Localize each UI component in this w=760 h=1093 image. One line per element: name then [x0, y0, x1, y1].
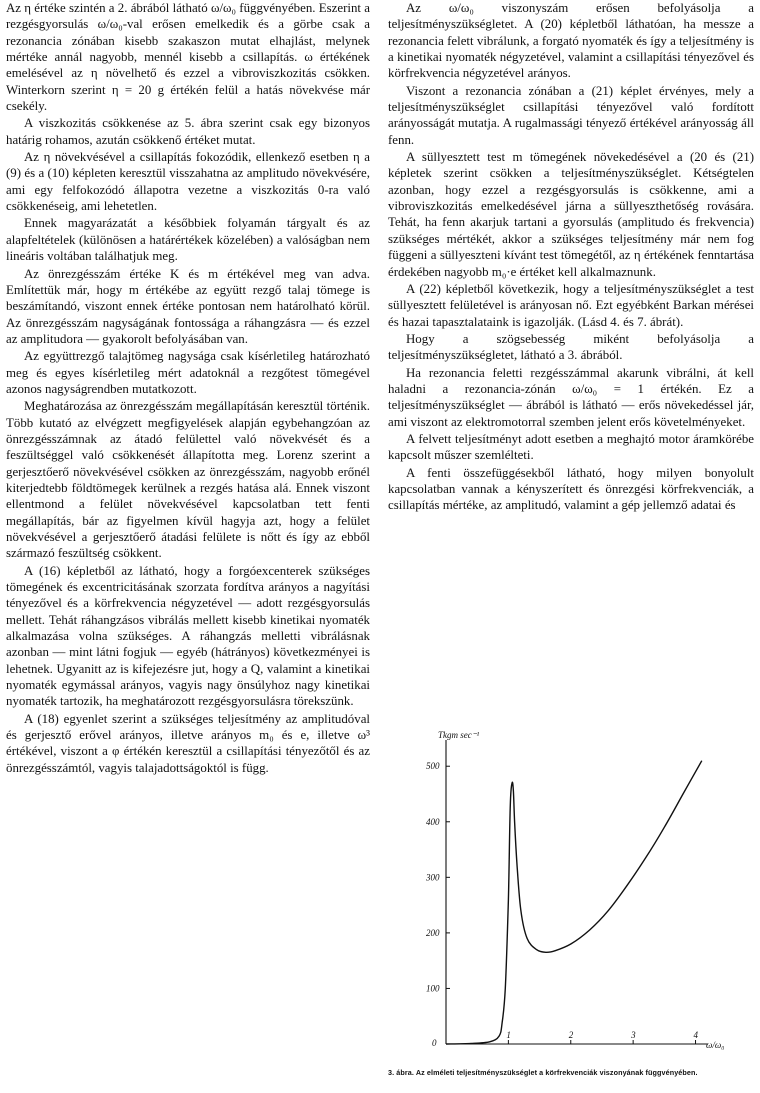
chart-series — [446, 761, 702, 1044]
paragraph: A süllyesztett test m tömegének növekedésével a (20 és (21) képletek szerint csökken a teljesítményszükséglet. Kétségtelen azonban, hogy ezzel a rezgésgyorsulás is csökkenne, ami a vibroviszkozitás emelkedésével járna a süllyeszthetőség rovására. Tehát, ha fenn akarjuk tartani a gyorsulás (amplitudo és frekvencia) szükséges mértékét, akkor a szükséges teljesítmény már nem fog függeni a süllyeszteni kívánt test tömegétől, az η értékének fenntartása érdekében nagyobb m₀·e értéket kell alkalmaznunk. — [388, 150, 754, 279]
paragraph: Viszont a rezonancia zónában a (21) képlet érvényes, mely a teljesítményszükséglet csillapítási tényezővel való fordított arányosságát mutatja. A rugalmassági tényező értékével arányosság áll fenn. — [388, 83, 754, 147]
origin-tick-label: 0 — [432, 1038, 437, 1048]
paragraph: Az η értéke szintén a 2. ábrából látható ω/ω₀ függvényében. Eszerint a rezgésgyorsulás ω/ω₀-val erősen emelkedik és a görbe csak a rezonancia zónában kisebb szakaszon mutat elhajlást, melynek mértéke annál nagyobb, mennél kisebb a csillapítás. ω értékének emelésével az η növelhető és ezzel a vibroviszkozitás csökken. Winterkorn szerint η = 20 g értékén felül a hatás növekvése már csekély. — [6, 1, 370, 114]
caption-label: 3. ábra. — [388, 1068, 414, 1077]
paragraph: A viszkozitás csökkenése az 5. ábra szerint csak egy bizonyos határig rohamos, azután csökkenő értéket mutat. — [6, 116, 370, 147]
paragraph: Az önrezgésszám értéke K és m értékével meg van adva. Említettük már, hogy m értékébe az együtt rezgő talaj tömege is beszámítandó, viszont ennek értéke pontosan nem határolható körül. Az önrezgésszám nagyságának fontossága a ráhangzásra — és ezzel az amplitudora — gyakorolt befolyásában van. — [6, 266, 370, 346]
paragraph: A (18) egyenlet szerint a szükséges teljesítmény az amplitudóval és gerjesztő erővel arányos, illetve arányos m₀ és e, illetve ω³ értékével, viszont a φ értékén keresztül a csillapítási tényezőtől és az önrezgésszámtól, vagyis talajadottságoktól is függ. — [6, 711, 370, 775]
x-tick-label: 2 — [568, 1030, 574, 1040]
paragraph: Hogy a szögsebesség miként befolyásolja a teljesítményszükségletet, látható a 3. ábrából. — [388, 331, 754, 363]
y-tick-label: 500 — [426, 761, 440, 772]
paragraph: Az ω/ω₀ viszonyszám erősen befolyásolja a teljesítményszükségletet. A (20) képletből láthatóan, ha messze a rezonancia felett vibrálunk, a forgató nyomaték és így a teljesítmény is a kinetikai nyomaték négyzetével, valamint a csillapítási tényezővel és körfrekvencia négyzetével arányos. — [388, 1, 754, 81]
paragraph: A fenti összefüggésekből látható, hogy milyen bonyolult kapcsolatban vannak a kényszerített és önrezgési körfrekvenciák, a csillapítás mértéke, az amplitudó, valamint a gép jellemző adatai és — [388, 465, 754, 513]
chart-ticks — [425, 761, 699, 1048]
power-requirement-chart — [388, 728, 754, 1068]
paragraph: A (22) képletből következik, hogy a teljesítményszükséglet a test süllyesztett felületével is arányosan nő. Ezt egyébként Barkan mérései és hazai tapasztalataink is igazolják. (Lásd 4. és 7. ábrát). — [388, 281, 754, 329]
x-tick-label: 1 — [506, 1030, 511, 1040]
caption-text: Az elméleti teljesítményszükséglet a körfrekvenciák viszonyának függvényében. — [415, 1068, 698, 1077]
paragraph: Az együttrezgő talajtömeg nagysága csak kísérletileg határozható meg és egyes kísérletileg mért adatoknál a rezgőtest tömegével azonos nagyságrendben mutatkozott. — [6, 349, 370, 396]
x-tick-label: 4 — [693, 1030, 699, 1040]
y-tick-label: 100 — [426, 983, 440, 994]
left-column — [6, 0, 370, 776]
y-tick-label: 300 — [426, 872, 440, 883]
y-tick-label: 400 — [426, 816, 440, 827]
paragraph: A (16) képletből az látható, hogy a forgóexcenterek szükséges tömegének és excentricitásának szorzata fordítva arányos a nagyítási tényezővel és a körfrekvencia négyzetével — adott rezgésgyorsulás mellett. Tehát ráhangzásos vibrálás mellett kisebb kinetikai nyomaték alkalmazása volna szükséges. A ráhangzás melletti vibrálásnak azonban — mint látni fogjuk — egyéb (hátrányos) következményei is lehetnek. Ugyanitt az is kifejezésre jut, hogy a Q, valamint a kinetikai nyomaték egymással arányos, vagyis nagy önsúlyhoz nagy kinetikai nyomaték tartozik, ha meghatározott rezgésgyorsulásra törekszünk. — [6, 563, 370, 709]
x-axis-label: ω/ω₀ — [706, 1040, 725, 1050]
paragraph: Meghatározása az önrezgésszám megállapításán keresztül történik. Több kutató az elvégzett megfigyelések alapján egybehangzóan az önrezgésszámnak az átadó felülettel való növekvését és a feszültséggel való csökkenését állapította meg. Lorenz szerint a gerjesztőerő növekvésével csökken az önrezgésszám, nagyobb erőnél kiterjedtebb földtömegek kerülnek a rezgés hatása alá. Ennek viszont ellentmond a felület növekvésével kapcsolatban tett fenti megállapítás, bár az figyelmen kívül hagyja azt, hogy a felület növekvésével a gerjesztőerő átadási felülete is nőtt és így az ebből származó feszültség csökkent. — [6, 399, 370, 561]
y-tick-label: 200 — [426, 927, 440, 938]
paragraph: Ha rezonancia feletti rezgésszámmal akarunk vibrálni, át kell haladni a rezonancia-zónán ω/ω₀ = 1 értékén. Ez a teljesítményszükséglet — ábrából is látható — erős növekedéssel jár, ami viszont az elektromotorral szemben jelent erős követelményeket. — [388, 365, 754, 429]
chart-axes — [438, 730, 724, 1050]
figure-3 — [388, 728, 754, 1093]
x-tick-label: 3 — [631, 1030, 636, 1040]
figure-caption — [388, 1068, 756, 1077]
paragraph: Az η növekvésével a csillapítás fokozódik, ellenkező esetben η a (9) és a (10) képleten keresztül visszahatna az amplitudo növekvésére, ami egy felfokozódó állapotra vezetne a viszkozitás 0-ra való csökkenéseig, ami lehetetlen. — [6, 150, 370, 214]
series-line-0 — [446, 761, 702, 1044]
paragraph: Ennek magyarázatát a későbbiek folyamán tárgyalt és az alapfeltételek (különösen a határértékek közelében) a valóságban nem lineáris voltában találhatjuk meg. — [6, 216, 370, 264]
y-axis-label: Tkgm sec⁻¹ — [438, 730, 480, 740]
right-column — [388, 0, 754, 514]
paragraph: A felvett teljesítményt adott esetben a meghajtó motor áramkörébe kapcsolt műszer szemlélteti. — [388, 431, 754, 463]
